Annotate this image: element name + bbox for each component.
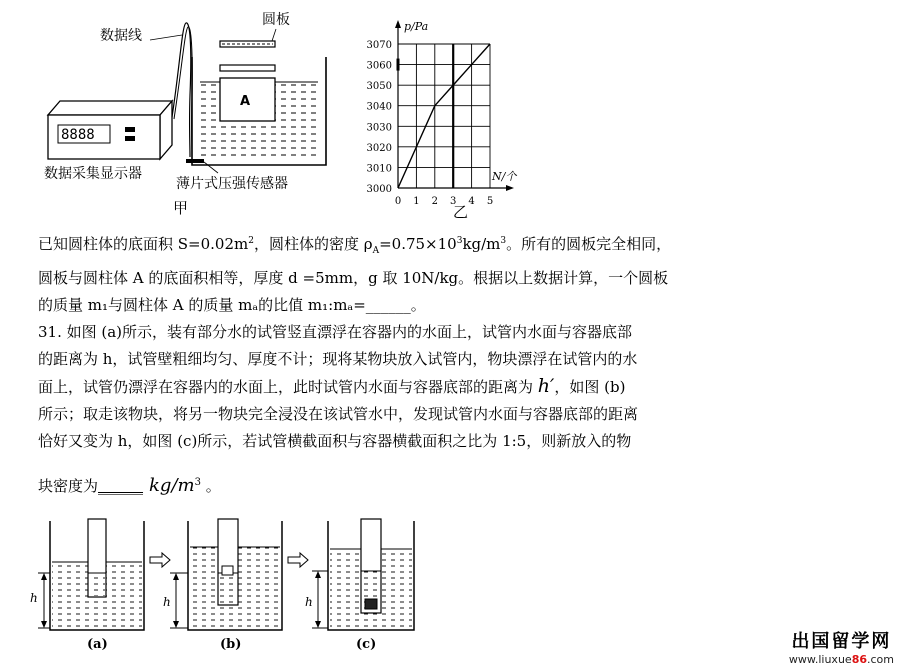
watermark (789, 627, 894, 666)
h-label-c: h (305, 595, 313, 609)
floating-block-b (222, 566, 233, 575)
figure-yi-caption: 乙 (453, 203, 469, 221)
data-display-device (48, 101, 172, 159)
figure-31 (30, 515, 430, 665)
x-tick-label: 2 (431, 196, 438, 207)
svg-text:8888: 8888 (61, 127, 95, 143)
caption-c: (c) (356, 637, 377, 652)
problem-text (38, 228, 838, 500)
q31-line-3: 面上，试管仍漂浮在容器内的水面上，此时试管内水面与容器底部的距离为 h′，如图 (b) (38, 375, 626, 397)
y-tick-label: 3050 (366, 81, 392, 93)
pressure-sensor (186, 159, 204, 163)
caption-b: (b) (220, 637, 242, 652)
figure-jia-caption: 甲 (173, 199, 189, 217)
data-line-label: 数据线 (100, 28, 142, 44)
y-tick-label: 3000 (366, 184, 392, 195)
y-axis-label: p/Pa (404, 20, 429, 33)
figure-yi (350, 8, 550, 220)
y-tick-label: 3020 (366, 142, 392, 154)
q31-line-2: 的距离为 h，试管壁粗细均匀、厚度不计；现将某物块放入试管内，物块漂浮在试管内的水 (38, 350, 638, 368)
q31-line-4: 所示；取走该物块，将另一物块完全浸没在该试管水中，发现试管内水面与容器底部的距离 (38, 405, 639, 423)
q31-line-1: 31. 如图 (a)所示，装有部分水的试管竖直漂浮在容器内的水面上，试管内水面与容器底部 (38, 323, 633, 341)
y-tick-label: 3040 (366, 101, 392, 113)
x-tick-label: 3 (450, 196, 457, 207)
h-label-a: h (30, 591, 38, 605)
text-line-1: 已知圆柱体的底面积 $S=0.02m^2$，圆柱体的密度 $\rho_A=0.75\times 10^3kg/m^3$。所有的圆板完全相同， (38, 235, 672, 256)
figure-jia (40, 5, 340, 215)
watermark-title: 出国留学网 (791, 631, 892, 652)
text-line-3: 的质量 m₁与圆柱体 A 的质量 mₐ的比值 m₁:mₐ=______。 (38, 296, 426, 314)
x-tick-label: 4 (468, 196, 475, 207)
data-cable (172, 23, 191, 157)
x-axis-label: N/个 (492, 170, 517, 183)
q31-line-6: 块密度为______ $kg/m^3$ 。 (38, 475, 221, 496)
pressure-chart (350, 8, 550, 220)
beaker-b (170, 519, 282, 630)
x-tick-label: 0 (394, 196, 402, 207)
y-tick-label: 3010 (366, 163, 392, 175)
y-axis-arrow (395, 20, 401, 28)
y-tick-label: 3030 (366, 122, 392, 134)
beaker-c (312, 519, 414, 630)
cylinder-a-label: A (240, 94, 251, 109)
q31-line-5: 恰好又变为 h，如图 (c)所示，若试管横截面积与容器横截面积之比为 1:5，则新放入的物 (38, 432, 632, 450)
text-line-2: 圆板与圆柱体 A 的底面积相等，厚度 d =5mm，g 取 10N/kg。根据以上数据计算，一个圆板 (38, 269, 669, 287)
data-line (398, 44, 490, 188)
y-tick-label: 3070 (366, 40, 392, 51)
beaker-a (38, 519, 144, 630)
caption-a: (a) (87, 637, 108, 652)
watermark-url: www.liuxue86.com (788, 653, 894, 666)
plate-label: 圆板 (262, 12, 290, 28)
x-tick-label: 1 (413, 196, 420, 207)
submerged-block-c (365, 599, 377, 609)
y-tick-label: 3060 (366, 60, 392, 72)
h-label-b: h (163, 595, 171, 609)
answer-blank: ______ (98, 477, 144, 495)
x-axis-arrow (506, 185, 514, 191)
sensor-label: 薄片式压强传感器 (176, 176, 288, 192)
arrow-b-to-c (288, 553, 308, 567)
display-device-label: 数据采集显示器 (44, 166, 142, 182)
arrow-a-to-b (150, 553, 170, 567)
x-tick-label: 5 (486, 196, 494, 207)
